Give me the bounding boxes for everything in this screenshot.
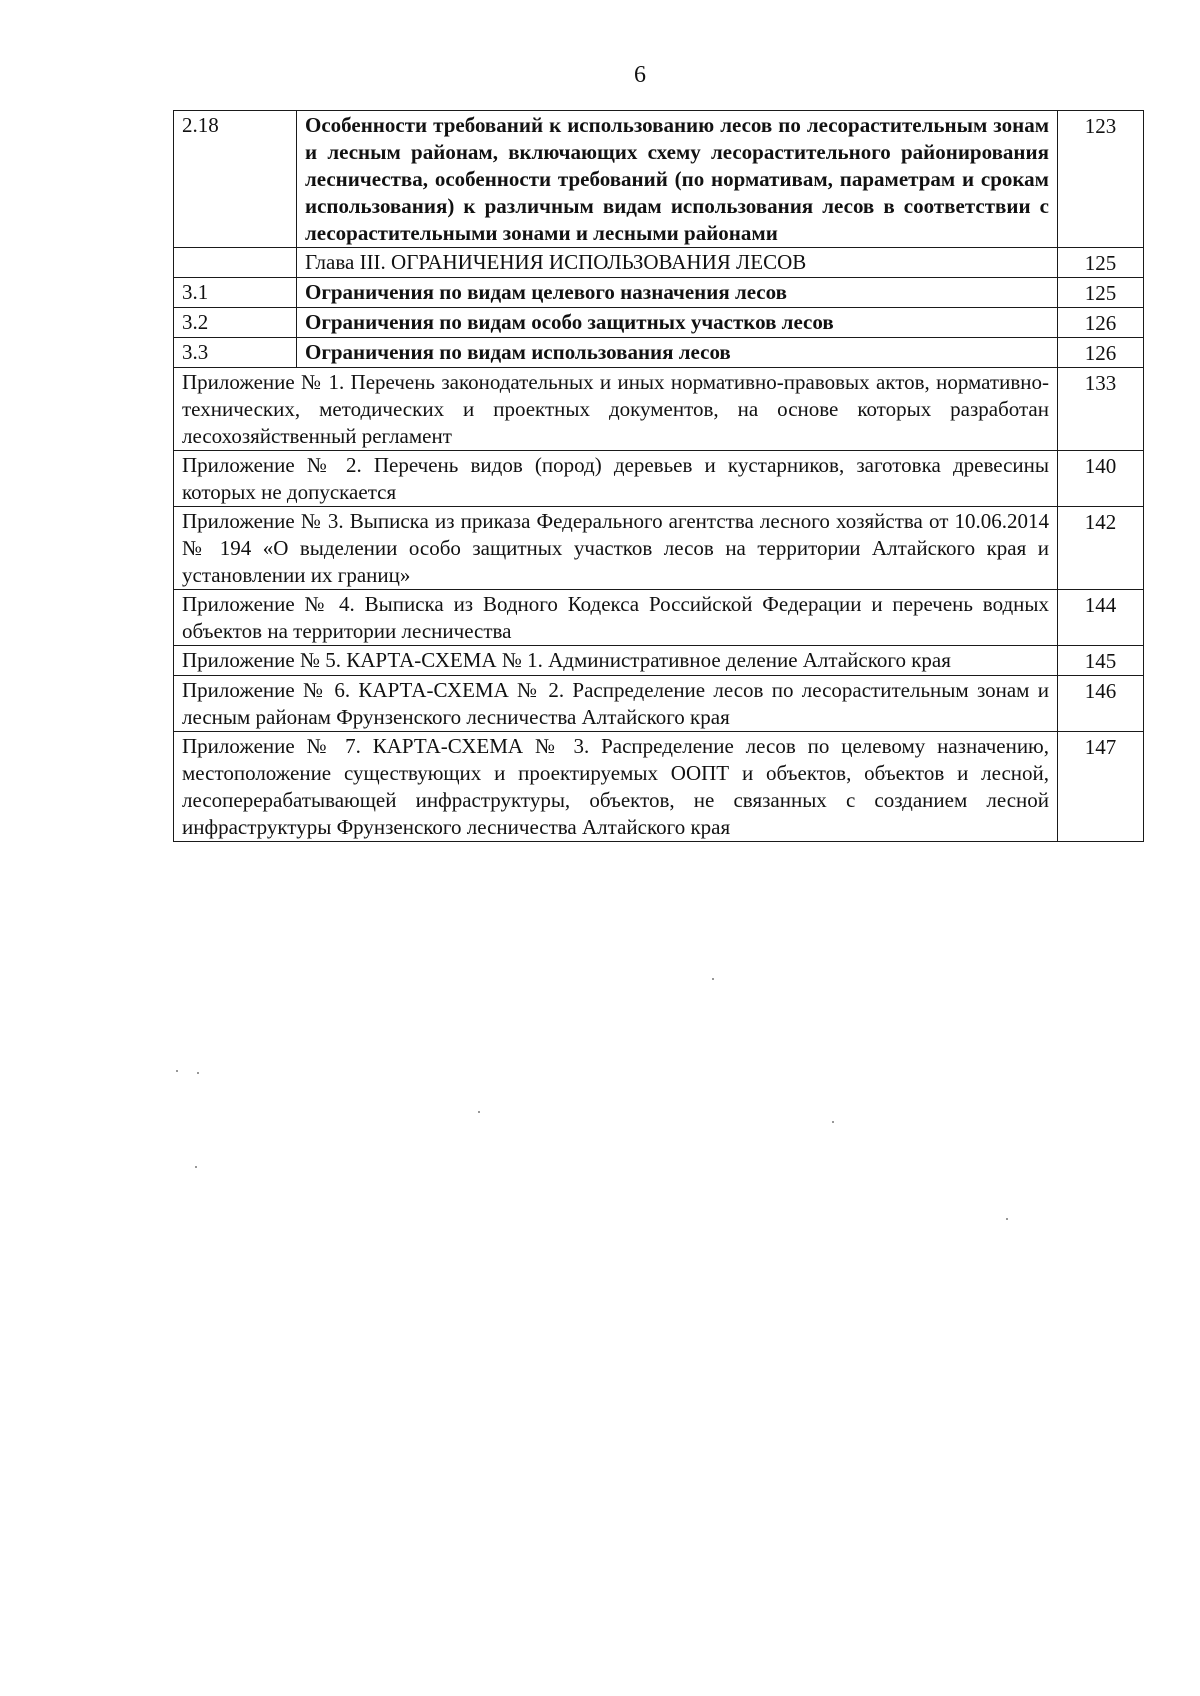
scan-speck [195, 1166, 197, 1168]
toc-row [174, 308, 1144, 338]
page-ref: 125 [1058, 278, 1144, 308]
page-ref: 147 [1058, 732, 1144, 842]
section-title: Ограничения по видам особо защитных участков лесов [297, 308, 1058, 338]
section-number: 2.18 [174, 111, 297, 248]
section-number: 3.3 [174, 338, 297, 368]
toc-row [174, 338, 1144, 368]
page-ref: 146 [1058, 676, 1144, 732]
section-title: Ограничения по видам целевого назначения лесов [297, 278, 1058, 308]
scan-speck [1006, 1218, 1008, 1220]
page-ref: 145 [1058, 646, 1144, 676]
page-ref: 140 [1058, 451, 1144, 507]
section-number: 3.2 [174, 308, 297, 338]
section-title: Ограничения по видам использования лесов [297, 338, 1058, 368]
scan-speck [478, 1111, 480, 1113]
toc-row [174, 590, 1144, 646]
appendix-title: Приложение № 2. Перечень видов (пород) деревьев и кустарников, заготовка древесины которых не допускается [174, 451, 1058, 507]
section-number: 3.1 [174, 278, 297, 308]
toc-row [174, 507, 1144, 590]
section-title: Особенности требований к использованию лесов по лесорастительным зонам и лесным районам, включающих схему лесорастительного районирования лесничества, особенности требований (по нормативам, параметрам и срокам использования) к различным видам использования лесов в соответствии с лесорастительными зонами и лесными районами [297, 111, 1058, 248]
appendix-title: Приложение № 3. Выписка из приказа Федерального агентства лесного хозяйства от 10.06.2014 № 194 «О выделении особо защитных участков лесов на территории Алтайского края и установлении их границ» [174, 507, 1058, 590]
toc-row [174, 278, 1144, 308]
table-of-contents [173, 110, 1144, 842]
toc-row [174, 248, 1144, 278]
page-ref: 144 [1058, 590, 1144, 646]
toc-row [174, 732, 1144, 842]
toc-row [174, 111, 1144, 248]
scan-speck [712, 978, 714, 980]
page-ref: 125 [1058, 248, 1144, 278]
toc-row [174, 451, 1144, 507]
page-number: 6 [634, 62, 646, 88]
scan-speck [176, 1070, 178, 1072]
appendix-title: Приложение № 1. Перечень законодательных и иных нормативно-правовых актов, нормативно-технических, методических и проектных документов, на основе которых разработан лесохозяйственный регламент [174, 368, 1058, 451]
appendix-title: Приложение № 7. КАРТА-СХЕМА № 3. Распределение лесов по целевому назначению, местоположение существующих и проектируемых ООПТ и объектов, объектов и лесной, лесоперерабатывающей инфраструктуры, объектов, не связанных с созданием лесной инфраструктуры Фрунзенского лесничества Алтайского края [174, 732, 1058, 842]
appendix-title: Приложение № 4. Выписка из Водного Кодекса Российской Федерации и перечень водных объектов на территории лесничества [174, 590, 1058, 646]
appendix-title: Приложение № 5. КАРТА-СХЕМА № 1. Административное деление Алтайского края [174, 646, 1058, 676]
page-ref: 126 [1058, 308, 1144, 338]
page-ref: 126 [1058, 338, 1144, 368]
toc-row [174, 646, 1144, 676]
page-ref: 142 [1058, 507, 1144, 590]
chapter-title: Глава III. ОГРАНИЧЕНИЯ ИСПОЛЬЗОВАНИЯ ЛЕСОВ [297, 248, 1058, 278]
page-ref: 133 [1058, 368, 1144, 451]
section-number [174, 248, 297, 278]
page-ref: 123 [1058, 111, 1144, 248]
scan-speck [197, 1072, 199, 1074]
scan-speck [832, 1121, 834, 1123]
toc-row [174, 368, 1144, 451]
toc-row [174, 676, 1144, 732]
appendix-title: Приложение № 6. КАРТА-СХЕМА № 2. Распределение лесов по лесорастительным зонам и лесным районам Фрунзенского лесничества Алтайского края [174, 676, 1058, 732]
